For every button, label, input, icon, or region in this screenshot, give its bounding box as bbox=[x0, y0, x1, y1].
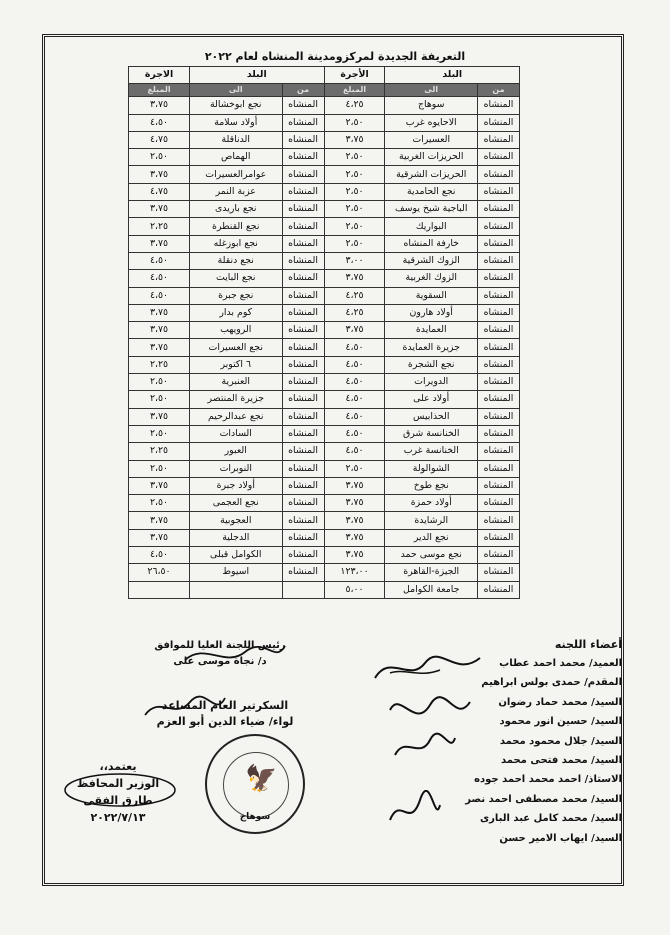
to-cell: الحريزات الغربية bbox=[385, 149, 477, 166]
fare-cell: ٤،٥٠ bbox=[324, 425, 385, 442]
from-cell: المنشاه bbox=[282, 529, 324, 546]
header-town-right: البلد bbox=[385, 67, 520, 84]
secretary-title: السكرتير العام المساعد bbox=[161, 699, 289, 712]
from-cell: المنشاه bbox=[282, 166, 324, 183]
fare-cell: ٣،٧٥ bbox=[129, 304, 190, 321]
from-cell: المنشاه bbox=[477, 512, 519, 529]
committee-member: السيد/ محمد مصطفى احمد نصر bbox=[465, 793, 622, 805]
table-row bbox=[129, 339, 520, 356]
table-row bbox=[129, 287, 520, 304]
to-cell: أولاد جبرة bbox=[190, 477, 282, 494]
to-cell: أولاد سلامة bbox=[190, 114, 282, 131]
to-cell: أولاد على bbox=[385, 391, 477, 408]
official-seal bbox=[205, 734, 305, 834]
from-cell: المنشاه bbox=[282, 408, 324, 425]
table-row bbox=[129, 477, 520, 494]
to-cell bbox=[190, 581, 282, 598]
from-cell: المنشاه bbox=[282, 443, 324, 460]
from-cell: المنشاه bbox=[282, 304, 324, 321]
to-cell: ٦ اكتوبر bbox=[190, 356, 282, 373]
fare-cell: ٢،٥٠ bbox=[129, 460, 190, 477]
table-row bbox=[129, 374, 520, 391]
to-cell: أولاد حمزة bbox=[385, 495, 477, 512]
fare-cell: ٤،٢٥ bbox=[324, 287, 385, 304]
fare-cell: ٤،٥٠ bbox=[129, 270, 190, 287]
to-cell: نجع ابوخشالة bbox=[190, 97, 282, 114]
to-cell: نجع العسيرات bbox=[190, 339, 282, 356]
to-cell: الحذابيس bbox=[385, 408, 477, 425]
fare-cell: ٢،٢٥ bbox=[129, 356, 190, 373]
from-cell: المنشاه bbox=[282, 183, 324, 200]
fare-cell: ٣،٧٥ bbox=[129, 97, 190, 114]
to-cell: السادات bbox=[190, 425, 282, 442]
from-cell: المنشاه bbox=[282, 218, 324, 235]
table-row bbox=[129, 131, 520, 148]
from-cell: المنشاه bbox=[282, 235, 324, 252]
fare-cell: ٢،٥٠ bbox=[324, 149, 385, 166]
fare-cell: ٤،٢٥ bbox=[324, 97, 385, 114]
from-cell: المنشاه bbox=[282, 201, 324, 218]
to-cell: الحريزات الشرقية bbox=[385, 166, 477, 183]
to-cell: اسيوط bbox=[190, 564, 282, 581]
table-row bbox=[129, 252, 520, 269]
to-cell: نجع الحامدية bbox=[385, 183, 477, 200]
fare-cell: ٤،٥٠ bbox=[324, 339, 385, 356]
table-row bbox=[129, 425, 520, 442]
committee-member: الاستاذ/ احمد محمد احمد جوده bbox=[474, 774, 622, 786]
from-cell: المنشاه bbox=[477, 235, 519, 252]
to-cell: النوبرات bbox=[190, 460, 282, 477]
governor-approval: يعتمد،، bbox=[99, 760, 137, 773]
from-cell: المنشاه bbox=[282, 564, 324, 581]
from-cell: المنشاه bbox=[477, 564, 519, 581]
table-row bbox=[129, 322, 520, 339]
committee-heading: أعضاء اللجنه bbox=[554, 638, 622, 651]
fare-cell: ٤،٧٥ bbox=[129, 131, 190, 148]
table-row bbox=[129, 564, 520, 581]
to-cell: الخنانسة شرق bbox=[385, 425, 477, 442]
to-cell: نجع جبرة bbox=[190, 287, 282, 304]
from-cell: المنشاه bbox=[477, 183, 519, 200]
to-cell: نجع ابوزغله bbox=[190, 235, 282, 252]
fare-cell: ٣،٠٠ bbox=[324, 252, 385, 269]
from-cell: المنشاه bbox=[477, 270, 519, 287]
table-row bbox=[129, 356, 520, 373]
from-cell: المنشاه bbox=[282, 547, 324, 564]
to-cell: أولاد هارون bbox=[385, 304, 477, 321]
from-cell: المنشاه bbox=[282, 97, 324, 114]
signature-4 bbox=[385, 790, 445, 835]
table-row bbox=[129, 304, 520, 321]
from-cell: المنشاه bbox=[282, 391, 324, 408]
fare-cell: ٢،٥٠ bbox=[129, 391, 190, 408]
header-from-right: من bbox=[477, 84, 519, 97]
fare-cell: ٤،٥٠ bbox=[324, 374, 385, 391]
from-cell: المنشاه bbox=[477, 443, 519, 460]
table-row bbox=[129, 547, 520, 564]
to-cell: سوهاج bbox=[385, 97, 477, 114]
fare-cell: ٥،٠٠ bbox=[324, 581, 385, 598]
fare-cell: ٢،٥٠ bbox=[324, 114, 385, 131]
fare-cell: ٢،٥٠ bbox=[129, 495, 190, 512]
from-cell: المنشاه bbox=[477, 339, 519, 356]
fare-cell: ٤،٥٠ bbox=[324, 356, 385, 373]
to-cell: نجع طوخ bbox=[385, 477, 477, 494]
fare-cell: ٤،٥٠ bbox=[129, 114, 190, 131]
from-cell: المنشاه bbox=[477, 529, 519, 546]
signature-governor bbox=[60, 770, 180, 810]
fare-cell: ٣،٧٥ bbox=[324, 529, 385, 546]
fare-cell: ٣،٧٥ bbox=[129, 512, 190, 529]
to-cell: الباجية شيخ يوسف bbox=[385, 201, 477, 218]
from-cell: المنشاه bbox=[477, 581, 519, 598]
governor-title: الوزير المحافظ bbox=[76, 777, 160, 790]
to-cell: الرشايدة bbox=[385, 512, 477, 529]
committee-member: السيد/ محمد كامل عبد البارى bbox=[480, 813, 622, 825]
signature-3 bbox=[390, 730, 460, 765]
signature-1 bbox=[370, 648, 490, 688]
to-cell: البواريك bbox=[385, 218, 477, 235]
header-fare-right: الأجرة bbox=[324, 67, 385, 84]
from-cell: المنشاه bbox=[477, 460, 519, 477]
to-cell: العبور bbox=[190, 443, 282, 460]
table-row bbox=[129, 201, 520, 218]
signature-secretary bbox=[140, 690, 230, 725]
from-cell: المنشاه bbox=[477, 322, 519, 339]
table-row bbox=[129, 97, 520, 114]
from-cell: المنشاه bbox=[477, 495, 519, 512]
table-row bbox=[129, 495, 520, 512]
from-cell: المنشاه bbox=[477, 149, 519, 166]
fare-cell: ٢،٥٠ bbox=[324, 201, 385, 218]
fare-cell: ٣،٧٥ bbox=[324, 512, 385, 529]
from-cell: المنشاه bbox=[477, 287, 519, 304]
to-cell: نجع العجمى bbox=[190, 495, 282, 512]
fare-cell: ٢،٥٠ bbox=[129, 374, 190, 391]
to-cell: العنبرية bbox=[190, 374, 282, 391]
to-cell: العجوبية bbox=[190, 512, 282, 529]
to-cell: العمايدة bbox=[385, 322, 477, 339]
table-row bbox=[129, 581, 520, 598]
chair-title: رئيس اللجنة العليا للموافق bbox=[154, 640, 286, 651]
to-cell: نجع دنقلة bbox=[190, 252, 282, 269]
fare-cell: ٣،٧٥ bbox=[324, 477, 385, 494]
to-cell: نجع القنطرة bbox=[190, 218, 282, 235]
table-row bbox=[129, 460, 520, 477]
governor-name: طارق الفقى bbox=[83, 794, 153, 807]
fare-cell: ٤،٥٠ bbox=[324, 443, 385, 460]
document-title: التعريفة الجديدة لمركزومدينة المنشاه لعام ٢٠٢٢ bbox=[204, 50, 466, 63]
header-to-right: الى bbox=[385, 84, 477, 97]
from-cell: المنشاه bbox=[477, 547, 519, 564]
fare-cell: ٣،٧٥ bbox=[324, 495, 385, 512]
from-cell: المنشاه bbox=[282, 339, 324, 356]
to-cell: عزبة النمر bbox=[190, 183, 282, 200]
fare-cell: ٢،٥٠ bbox=[324, 166, 385, 183]
fare-cell: ٣،٧٥ bbox=[324, 547, 385, 564]
fare-cell: ٣،٧٥ bbox=[324, 322, 385, 339]
to-cell: جامعة الكوامل bbox=[385, 581, 477, 598]
fare-cell: ٢،٢٥ bbox=[129, 443, 190, 460]
fare-cell: ٤،٥٠ bbox=[129, 252, 190, 269]
fare-cell: ٣،٧٥ bbox=[129, 166, 190, 183]
from-cell: المنشاه bbox=[282, 512, 324, 529]
signature-chair bbox=[180, 640, 290, 670]
to-cell: الجيزة-القاهرة bbox=[385, 564, 477, 581]
fares-table bbox=[128, 66, 520, 599]
fare-cell: ٤،٥٠ bbox=[324, 391, 385, 408]
fare-cell: ٤،٥٠ bbox=[129, 547, 190, 564]
chair-name: د/ نجاة موسى على bbox=[173, 656, 267, 667]
committee-member: السيد/ جلال محمود محمد bbox=[499, 735, 622, 747]
from-cell: المنشاه bbox=[477, 114, 519, 131]
fare-cell: ٣،٧٥ bbox=[129, 235, 190, 252]
from-cell: المنشاه bbox=[282, 270, 324, 287]
fare-cell: ٢،٥٠ bbox=[129, 425, 190, 442]
committee-member: السيد/ محمد حماد رضوان bbox=[498, 696, 622, 708]
from-cell: المنشاه bbox=[477, 218, 519, 235]
to-cell: السقوية bbox=[385, 287, 477, 304]
table-row bbox=[129, 391, 520, 408]
from-cell: المنشاه bbox=[282, 287, 324, 304]
fare-cell: ٣،٧٥ bbox=[129, 529, 190, 546]
table-row bbox=[129, 149, 520, 166]
fare-cell: ٢،٥٠ bbox=[324, 235, 385, 252]
to-cell: الخنانسة غرب bbox=[385, 443, 477, 460]
header-town-left: البلد bbox=[190, 67, 325, 84]
table-row bbox=[129, 114, 520, 131]
to-cell: الهماص bbox=[190, 149, 282, 166]
fare-cell: ٢،٥٠ bbox=[129, 149, 190, 166]
header-amount-right: المبلغ bbox=[324, 84, 385, 97]
to-cell: جزيرة العمايدة bbox=[385, 339, 477, 356]
from-cell: المنشاه bbox=[477, 477, 519, 494]
fare-cell: ٤،٢٥ bbox=[324, 304, 385, 321]
from-cell: المنشاه bbox=[477, 356, 519, 373]
table-row bbox=[129, 218, 520, 235]
to-cell: خارفة المنشاه bbox=[385, 235, 477, 252]
fare-cell: ٣،٧٥ bbox=[129, 322, 190, 339]
fare-cell: ٣،٧٥ bbox=[129, 408, 190, 425]
to-cell: نجع الدير bbox=[385, 529, 477, 546]
from-cell: المنشاه bbox=[282, 114, 324, 131]
from-cell: المنشاه bbox=[477, 408, 519, 425]
from-cell: المنشاه bbox=[282, 356, 324, 373]
table-row bbox=[129, 166, 520, 183]
to-cell: الزوك الغربية bbox=[385, 270, 477, 287]
to-cell: نجع باريدى bbox=[190, 201, 282, 218]
from-cell: المنشاه bbox=[282, 322, 324, 339]
to-cell: الرويهب bbox=[190, 322, 282, 339]
secretary-name: لواء/ ضياء الدين أبو العزم bbox=[156, 715, 294, 728]
committee-member: السيد/ حسين انور محمود bbox=[499, 716, 622, 728]
from-cell: المنشاه bbox=[477, 425, 519, 442]
header-amount-left: المبلغ bbox=[129, 84, 190, 97]
fare-cell: ٢٦،٥٠ bbox=[129, 564, 190, 581]
fare-cell: ٤،٧٥ bbox=[129, 183, 190, 200]
committee-member: السيد/ محمد فتحى محمد bbox=[500, 754, 622, 766]
fare-cell: ٤،٥٠ bbox=[324, 408, 385, 425]
eagle-emblem-icon: 🦅 bbox=[245, 764, 278, 794]
header-to-left: الى bbox=[190, 84, 282, 97]
from-cell: المنشاه bbox=[477, 252, 519, 269]
signature-2 bbox=[385, 690, 475, 730]
from-cell: المنشاه bbox=[282, 495, 324, 512]
fare-cell: ٢،٥٠ bbox=[324, 460, 385, 477]
fare-cell: ٤،٥٠ bbox=[129, 287, 190, 304]
table-row bbox=[129, 183, 520, 200]
from-cell bbox=[282, 581, 324, 598]
committee-member: المقدم/ حمدى بولس ابراهيم bbox=[481, 677, 622, 689]
from-cell: المنشاه bbox=[282, 149, 324, 166]
approval-date: ٢٠٢٢/٧/١٣ bbox=[90, 811, 146, 824]
from-cell: المنشاه bbox=[477, 97, 519, 114]
fare-cell: ٢،٥٠ bbox=[324, 183, 385, 200]
fare-cell: ١٢٣،٠٠ bbox=[324, 564, 385, 581]
fare-cell: ٣،٧٥ bbox=[324, 131, 385, 148]
committee-member: السيد/ ايهاب الامير حسن bbox=[499, 832, 622, 844]
to-cell: الزوك الشرقية bbox=[385, 252, 477, 269]
to-cell: نجع عبدالرحيم bbox=[190, 408, 282, 425]
committee-member: العميد/ محمد احمد عطاب bbox=[499, 658, 622, 669]
fare-cell: ٣،٧٥ bbox=[129, 477, 190, 494]
from-cell: المنشاه bbox=[477, 374, 519, 391]
to-cell: كوم بدار bbox=[190, 304, 282, 321]
fare-cell: ٢،٢٥ bbox=[129, 218, 190, 235]
from-cell: المنشاه bbox=[477, 201, 519, 218]
from-cell: المنشاه bbox=[282, 460, 324, 477]
to-cell: نجع الشجرة bbox=[385, 356, 477, 373]
to-cell: جزيرة المنتصر bbox=[190, 391, 282, 408]
fare-cell: ٢،٥٠ bbox=[324, 218, 385, 235]
fare-cell bbox=[129, 581, 190, 598]
seal-city: سوهاج bbox=[239, 812, 271, 822]
fare-cell: ٣،٧٥ bbox=[129, 339, 190, 356]
to-cell: الاحايوه غرب bbox=[385, 114, 477, 131]
fare-cell: ٣،٧٥ bbox=[324, 270, 385, 287]
from-cell: المنشاه bbox=[477, 391, 519, 408]
to-cell: نجع موسى حمد bbox=[385, 547, 477, 564]
to-cell: الدجلية bbox=[190, 529, 282, 546]
from-cell: المنشاه bbox=[282, 374, 324, 391]
header-from-left: من bbox=[282, 84, 324, 97]
from-cell: المنشاه bbox=[282, 477, 324, 494]
to-cell: الشوالولة bbox=[385, 460, 477, 477]
to-cell: العسيرات bbox=[385, 131, 477, 148]
from-cell: المنشاه bbox=[282, 425, 324, 442]
table-row bbox=[129, 235, 520, 252]
from-cell: المنشاه bbox=[282, 252, 324, 269]
table-row bbox=[129, 270, 520, 287]
to-cell: الكوامل قبلى bbox=[190, 547, 282, 564]
table-row bbox=[129, 408, 520, 425]
to-cell: الدويرات bbox=[385, 374, 477, 391]
to-cell: عوامرالعسيرات bbox=[190, 166, 282, 183]
from-cell: المنشاه bbox=[282, 131, 324, 148]
table-row bbox=[129, 512, 520, 529]
header-fare-left: الاجرة bbox=[129, 67, 190, 84]
to-cell: نجع البايت bbox=[190, 270, 282, 287]
table-row bbox=[129, 529, 520, 546]
table-row bbox=[129, 443, 520, 460]
from-cell: المنشاه bbox=[477, 131, 519, 148]
fare-cell: ٣،٧٥ bbox=[129, 201, 190, 218]
to-cell: الدناقلة bbox=[190, 131, 282, 148]
from-cell: المنشاه bbox=[477, 166, 519, 183]
from-cell: المنشاه bbox=[477, 304, 519, 321]
